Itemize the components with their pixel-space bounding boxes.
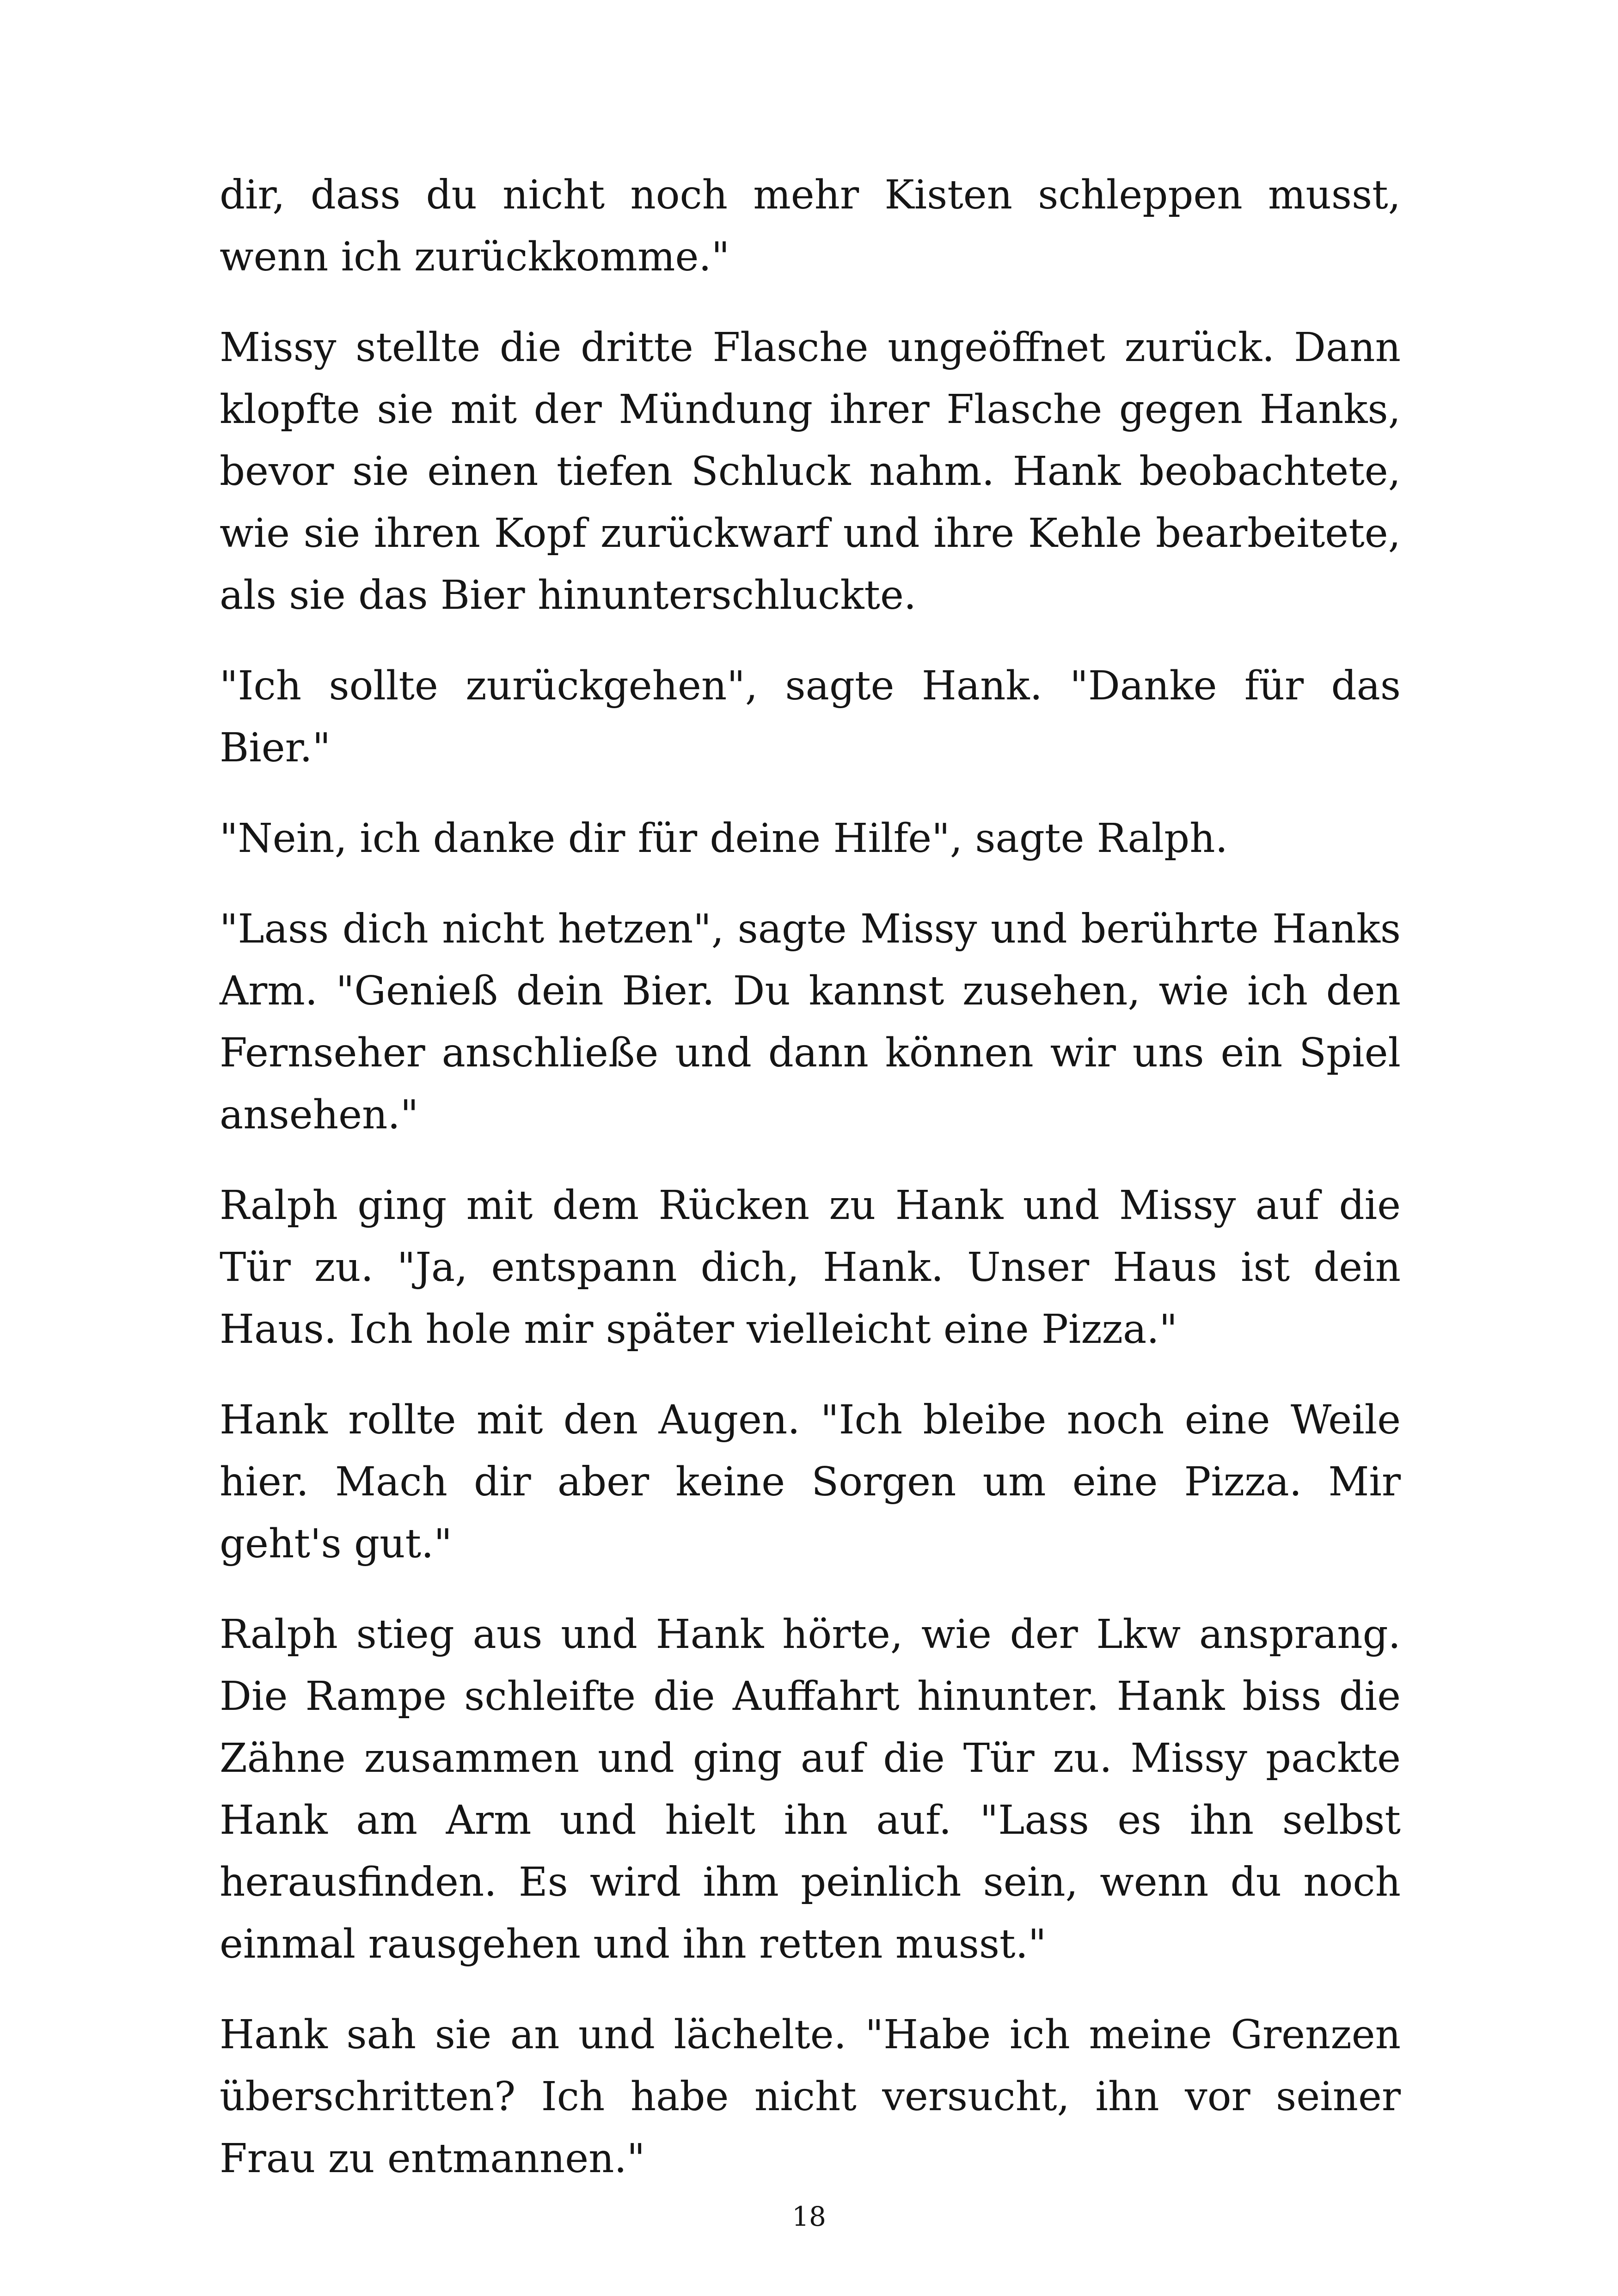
- paragraph: dir, dass du nicht noch mehr Kisten schleppen musst, wenn ich zurückkomme.": [220, 172, 1401, 280]
- paragraph: Hank rollte mit den Augen. "Ich bleibe noch eine Weile hier. Mach dir aber keine Sorgen um eine Pizza. Mir geht's gut.": [220, 1397, 1401, 1567]
- paragraph: Missy stellte die dritte Flasche ungeöffnet zurück. Dann klopfte sie mit der Mündung ihrer Flasche gegen Hanks, bevor sie einen tiefen Schluck nahm. Hank beobachtete, wie sie ihren Kopf zurückwarf und ihre Kehle bearbeitete, als sie das Bier hinunterschluckte.: [220, 325, 1401, 618]
- paragraph: Hank sah sie an und lächelte. "Habe ich meine Grenzen überschritten? Ich habe nicht versucht, ihn vor seiner Frau zu entmannen.": [220, 2012, 1401, 2182]
- paragraph: Ralph ging mit dem Rücken zu Hank und Missy auf die Tür zu. "Ja, entspann dich, Hank. Unser Haus ist dein Haus. Ich hole mir später vielleicht eine Pizza.": [220, 1182, 1401, 1353]
- page-number: 18: [792, 2201, 826, 2232]
- paragraph: Ralph stieg aus und Hank hörte, wie der Lkw ansprang. Die Rampe schleifte die Auffahrt hinunter. Hank biss die Zähne zusammen und ging auf die Tür zu. Missy packte Hank am Arm und hielt ihn auf. "Lass es ihn selbst herausfinden. Es wird ihm peinlich sein, wenn du noch einmal rausgehen und ihn retten musst.": [220, 1611, 1401, 1967]
- paragraph: "Nein, ich danke dir für deine Hilfe", sagte Ralph.: [220, 815, 1228, 862]
- paragraph: "Ich sollte zurückgehen", sagte Hank. "Danke für das Bier.": [220, 663, 1401, 771]
- paragraph: "Lass dich nicht hetzen", sagte Missy und berührte Hanks Arm. "Genieß dein Bier. Du kannst zusehen, wie ich den Fernseher anschließe und dann können wir uns ein Spiel ansehen.": [220, 906, 1401, 1138]
- body-text: [220, 164, 1401, 2218]
